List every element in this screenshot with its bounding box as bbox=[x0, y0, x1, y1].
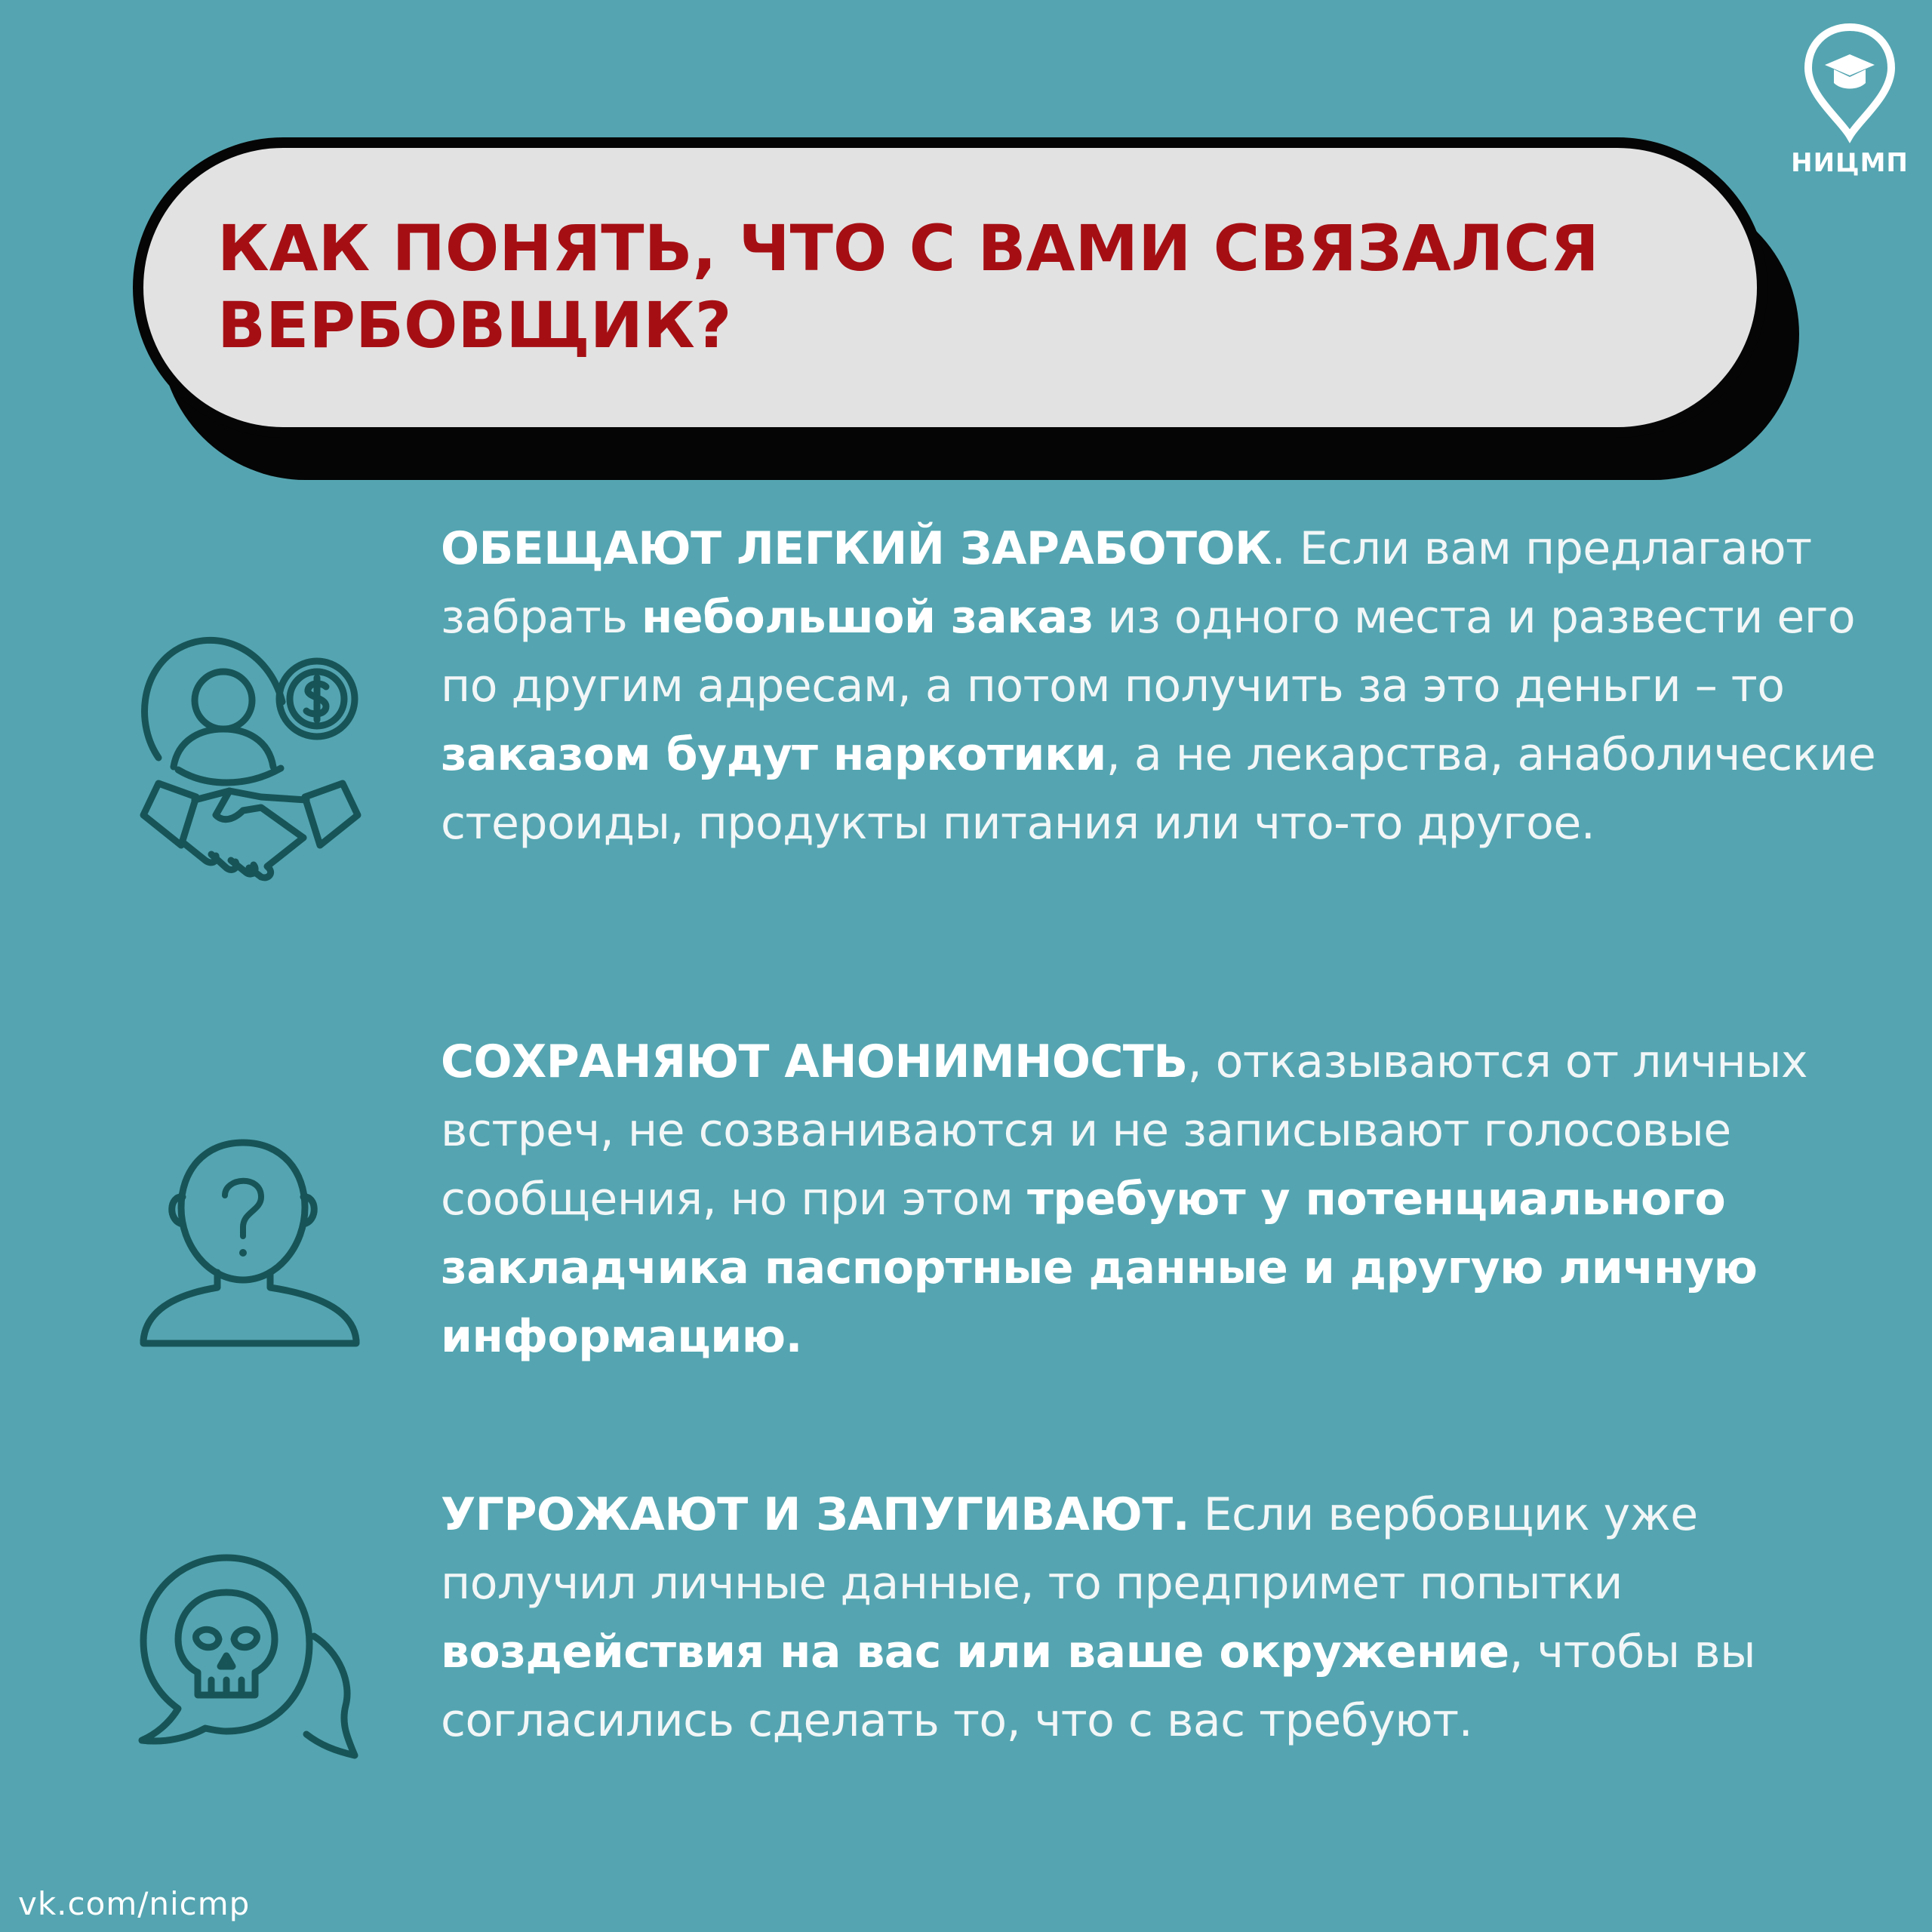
text-segment: из одного места и развести его по другим адресам, а потом получить за это деньги – то bbox=[441, 591, 1856, 712]
section-easy-money bbox=[441, 515, 1882, 858]
anonymous-person-question-icon bbox=[136, 1132, 362, 1358]
text-segment: . Если вам предлагают забрать bbox=[441, 522, 1812, 644]
skull-speech-bubble-icon bbox=[136, 1547, 362, 1766]
section-heading: УГРОЖАЮТ И ЗАПУГИВАЮТ. bbox=[441, 1488, 1190, 1541]
text-segment: , а не лекарства, анаболические стероиды, продукты питания или что-то другое. bbox=[441, 728, 1876, 850]
section-text bbox=[441, 1028, 1882, 1371]
text-segment: , отказываются от личных встреч, не созваниваются и не записывают голосовые сообщения, но при этом bbox=[441, 1035, 1808, 1226]
text-emphasis: небольшой заказ bbox=[641, 591, 1094, 644]
section-anonymity bbox=[441, 1028, 1882, 1371]
footer-link[interactable]: vk.com/nicmp bbox=[18, 1885, 251, 1922]
section-heading: ОБЕЩАЮТ ЛЕГКИЙ ЗАРАБОТОК bbox=[441, 522, 1272, 575]
section-heading: СОХРАНЯЮТ АНОНИМНОСТЬ bbox=[441, 1035, 1188, 1088]
text-emphasis: требуют у потенциального закладчика паспортные данные и другую личную информацию. bbox=[441, 1173, 1758, 1363]
section-threats bbox=[441, 1481, 1882, 1755]
text-emphasis: заказом будут наркотики bbox=[441, 728, 1106, 781]
graduation-cap-pin-icon bbox=[1802, 23, 1897, 143]
section-text bbox=[441, 515, 1882, 858]
section-text bbox=[441, 1481, 1882, 1755]
text-segment: , чтобы вы согласились сделать то, что с вас требуют. bbox=[441, 1626, 1755, 1747]
text-emphasis: воздействия на вас или ваше окружение bbox=[441, 1626, 1509, 1678]
text-segment: Если вербовщик уже получил личные данные, то предпримет попытки bbox=[441, 1488, 1698, 1610]
logo-text: НИЦМП bbox=[1791, 148, 1909, 178]
handshake-person-dollar-icon bbox=[133, 619, 367, 891]
page-title: КАК ПОНЯТЬ, ЧТО С ВАМИ СВЯЗАЛСЯ ВЕРБОВЩИК? bbox=[217, 211, 1599, 362]
logo bbox=[1786, 23, 1914, 178]
